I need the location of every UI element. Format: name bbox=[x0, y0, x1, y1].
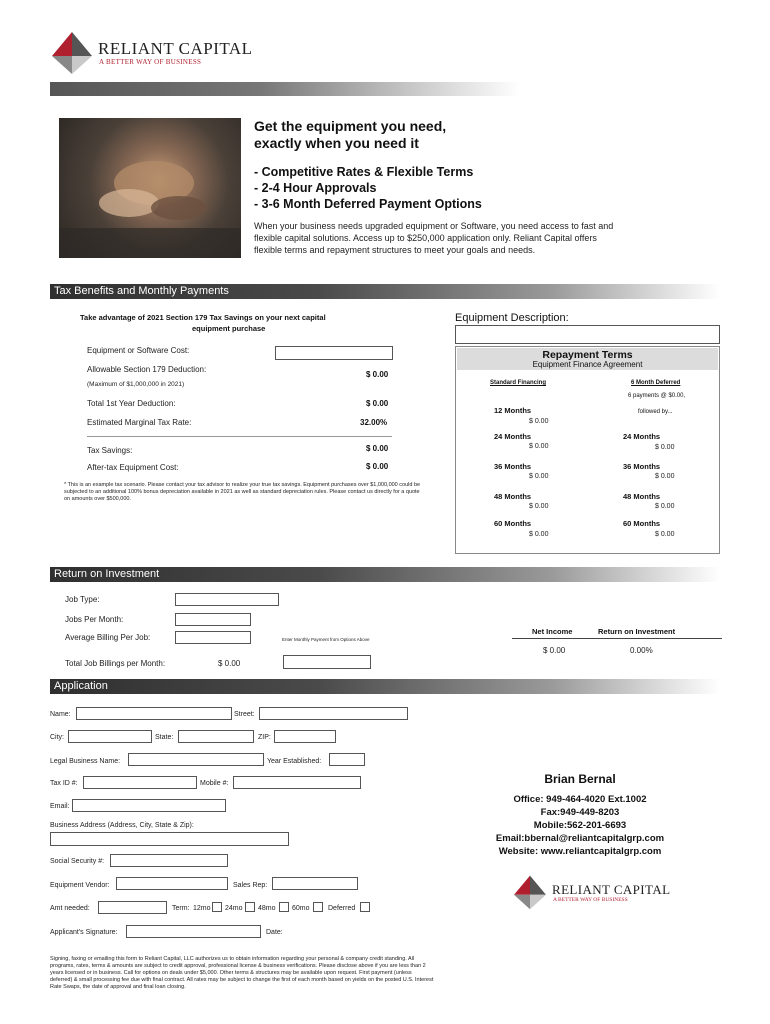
year-established-label: Year Established: bbox=[267, 758, 322, 765]
logo-name-footer: RELIANT CAPITAL bbox=[552, 882, 671, 897]
tax-disclaimer: * This is an example tax scenario. Please contact your tax advisor to realize your true tax savings. Equipment purchases over $1,000,000 could be subjected to an additional 100% bonus depreciation available in 2021 as well as standard depreciation rules. Please contact us directly for a quote on amounts over $500,000. bbox=[64, 482, 421, 502]
company-logo bbox=[50, 30, 253, 75]
term-checkbox-48mo[interactable] bbox=[279, 902, 289, 912]
deferred-term: 36 Months bbox=[623, 462, 661, 471]
state-label: State: bbox=[155, 734, 174, 741]
after-tax-cost-label: After-tax Equipment Cost: bbox=[87, 463, 179, 472]
deferred-amount: $ 0.00 bbox=[655, 444, 675, 451]
term-option-48mo: 48mo bbox=[258, 905, 276, 912]
city-label: City: bbox=[50, 734, 64, 741]
monthly-payment-input[interactable] bbox=[283, 628, 383, 636]
header-gradient-bar bbox=[50, 82, 520, 96]
contact-email[interactable]: Email:bbernal@reliantcapitalgrp.com bbox=[495, 833, 665, 844]
business-address-label: Business Address (Address, City, State & Zip): bbox=[50, 822, 194, 829]
repayment-terms-box bbox=[455, 346, 720, 554]
standard-term: 12 Months bbox=[494, 406, 532, 415]
mobile-label: Mobile #: bbox=[200, 780, 229, 787]
business-address-input[interactable] bbox=[50, 832, 289, 846]
after-tax-cost-value: $ 0.00 bbox=[366, 462, 389, 471]
roi-value: 0.00% bbox=[630, 646, 653, 655]
standard-term: 24 Months bbox=[494, 432, 532, 441]
deferred-note-2: followed by... bbox=[638, 409, 673, 415]
term-checkbox-12mo[interactable] bbox=[212, 902, 222, 912]
email-input[interactable] bbox=[72, 799, 226, 812]
repayment-title: Repayment Terms bbox=[542, 349, 633, 361]
logo-mark-icon bbox=[50, 30, 94, 75]
street-label: Street: bbox=[234, 711, 255, 718]
hero-photo bbox=[59, 118, 241, 258]
contact-mobile: Mobile:562-201-6693 bbox=[533, 820, 627, 831]
deferred-amount: $ 0.00 bbox=[655, 473, 675, 480]
equipment-cost-input[interactable] bbox=[275, 346, 393, 360]
col-6-month-deferred: 6 Month Deferred bbox=[631, 380, 681, 386]
net-income-label: Net Income bbox=[532, 627, 573, 636]
term-checkbox-deferred[interactable] bbox=[360, 902, 370, 912]
term-option-deferred: Deferred bbox=[328, 905, 356, 912]
standard-amount: $ 0.00 bbox=[529, 473, 549, 480]
vendor-label: Equipment Vendor: bbox=[50, 882, 110, 889]
average-billing-input[interactable] bbox=[175, 631, 251, 644]
term-option-12mo: 12mo bbox=[193, 905, 211, 912]
hero-headline-1: Get the equipment you need, bbox=[254, 118, 447, 134]
year-established-input[interactable] bbox=[329, 753, 365, 766]
ssn-label: Social Security #: bbox=[50, 858, 105, 865]
email-label: Email: bbox=[50, 803, 70, 810]
first-year-deduction-value: $ 0.00 bbox=[366, 399, 389, 408]
standard-amount: $ 0.00 bbox=[529, 443, 549, 450]
hero-bullet: - 3-6 Month Deferred Payment Options bbox=[254, 197, 482, 211]
total-billings-input[interactable] bbox=[283, 655, 371, 669]
term-checkbox-60mo[interactable] bbox=[313, 902, 323, 912]
standard-amount: $ 0.00 bbox=[529, 418, 549, 425]
first-year-deduction-label: Total 1st Year Deduction: bbox=[87, 399, 176, 408]
allowable-deduction-value: $ 0.00 bbox=[366, 370, 389, 379]
job-type-label: Job Type: bbox=[65, 595, 100, 604]
contact-fax: Fax:949-449-8203 bbox=[540, 807, 620, 818]
equipment-description-label: Equipment Description: bbox=[455, 312, 569, 324]
tax-heading-2: equipment purchase bbox=[192, 324, 266, 333]
standard-term: 36 Months bbox=[494, 462, 532, 471]
total-billings-value: $ 0.00 bbox=[218, 659, 241, 668]
total-billings-label: Total Job Billings per Month: bbox=[65, 659, 166, 668]
zip-label: ZIP: bbox=[258, 734, 271, 741]
hero-bullet: - Competitive Rates & Flexible Terms bbox=[254, 165, 474, 179]
allowable-deduction-label: Allowable Section 179 Deduction: bbox=[87, 365, 207, 374]
ssn-input[interactable] bbox=[110, 854, 228, 867]
contact-name: Brian Bernal bbox=[544, 772, 616, 786]
logo-name: RELIANT CAPITAL bbox=[98, 39, 253, 58]
term-label: Term: bbox=[172, 905, 190, 912]
job-type-input[interactable] bbox=[175, 593, 279, 606]
sales-rep-input[interactable] bbox=[272, 877, 358, 890]
standard-term: 48 Months bbox=[494, 492, 532, 501]
logo-tagline-footer: A BETTER WAY OF BUSINESS bbox=[553, 897, 628, 903]
tax-heading-1: Take advantage of 2021 Section 179 Tax Savings on your next capital bbox=[80, 313, 326, 322]
section-tax-benefits: Tax Benefits and Monthly Payments bbox=[50, 284, 720, 299]
signature-input[interactable] bbox=[126, 925, 261, 938]
company-logo-footer bbox=[512, 874, 672, 910]
section-application: Application bbox=[50, 679, 720, 694]
marginal-tax-rate-value: 32.00% bbox=[360, 418, 388, 427]
equipment-description-input[interactable] bbox=[455, 325, 720, 344]
signature-label: Applicant's Signature: bbox=[50, 929, 118, 936]
contact-office: Office: 949-464-4020 Ext.1002 bbox=[513, 794, 647, 805]
standard-amount: $ 0.00 bbox=[529, 531, 549, 538]
standard-amount: $ 0.00 bbox=[529, 503, 549, 510]
hero-bullet: - 2-4 Hour Approvals bbox=[254, 181, 377, 195]
deferred-amount: $ 0.00 bbox=[655, 531, 675, 538]
net-income-value: $ 0.00 bbox=[543, 646, 566, 655]
term-option-60mo: 60mo bbox=[292, 905, 310, 912]
amt-needed-input[interactable] bbox=[98, 901, 167, 914]
deferred-amount: $ 0.00 bbox=[655, 503, 675, 510]
standard-term: 60 Months bbox=[494, 519, 532, 528]
roi-divider bbox=[512, 638, 722, 639]
contact-website[interactable]: Website: www.reliantcapitalgrp.com bbox=[498, 846, 662, 857]
section-return-on-investment: Return on Investment bbox=[50, 567, 720, 582]
logo-tagline: A BETTER WAY OF BUSINESS bbox=[99, 58, 202, 66]
deferred-term: 60 Months bbox=[623, 519, 661, 528]
jobs-per-month-input[interactable] bbox=[175, 613, 251, 626]
monthly-payment-hint: Enter Monthly Payment from Options Above bbox=[282, 637, 370, 642]
name-input[interactable] bbox=[76, 707, 232, 720]
average-billing-label: Average Billing Per Job: bbox=[65, 633, 151, 642]
maximum-note: (Maximum of $1,000,000 in 2021) bbox=[87, 381, 185, 388]
legal-name-label: Legal Business Name: bbox=[50, 758, 121, 765]
roi-label: Return on Investment bbox=[598, 627, 676, 636]
tax-id-input[interactable] bbox=[83, 776, 197, 789]
logo-mark-icon bbox=[512, 874, 548, 910]
deferred-note-1: 6 payments @ $0.00, bbox=[628, 393, 686, 399]
repayment-subtitle: Equipment Finance Agreement bbox=[532, 360, 643, 369]
hero-headline-2: exactly when you need it bbox=[254, 135, 419, 151]
col-standard-financing: Standard Financing bbox=[490, 380, 547, 386]
amt-needed-label: Amt needed: bbox=[50, 905, 90, 912]
marginal-tax-rate-label: Estimated Marginal Tax Rate: bbox=[87, 418, 192, 427]
equipment-cost-label: Equipment or Software Cost: bbox=[87, 346, 190, 355]
legal-name-input[interactable] bbox=[128, 753, 264, 766]
jobs-per-month-label: Jobs Per Month: bbox=[65, 615, 124, 624]
term-checkbox-24mo[interactable] bbox=[245, 902, 255, 912]
date-label: Date: bbox=[266, 929, 283, 936]
tax-savings-value: $ 0.00 bbox=[366, 444, 389, 453]
vendor-input[interactable] bbox=[116, 877, 228, 890]
deferred-term: 24 Months bbox=[623, 432, 661, 441]
deferred-term: 48 Months bbox=[623, 492, 661, 501]
mobile-input[interactable] bbox=[233, 776, 361, 789]
zip-input[interactable] bbox=[274, 730, 336, 743]
tax-savings-label: Tax Savings: bbox=[87, 446, 133, 455]
sales-rep-label: Sales Rep: bbox=[233, 882, 268, 889]
term-option-24mo: 24mo bbox=[225, 905, 243, 912]
tax-divider bbox=[87, 436, 392, 437]
name-label: Name: bbox=[50, 711, 71, 718]
hero-intro: When your business needs upgraded equipment or Software, you need access to fast and flexible capital solutions. Access up to $250,000 application only. Reliant Capital offers flexible terms and repayment structures to meet your goals and needs. bbox=[254, 221, 614, 255]
legal-disclaimer: Signing, faxing or emailing this form to Reliant Capital, LLC authorizes us to obtain information regarding your personal & company credit standing. All programs, rates, terms & amounts are subject to credit approval, professional license & business verifications. Please disclose above if you are less than 2 years licensed or in business. Call for options on deals under $5,000. Other terms & structures may be available upon request. First payment (unless deferred) & small processing fee due with final contract. All rates may be subject to change the first of each month based on yields on the posted U.S. Interest Rate Swaps, the date of approval and final loan closing. bbox=[50, 956, 434, 990]
city-input[interactable] bbox=[68, 730, 152, 743]
state-input[interactable] bbox=[178, 730, 254, 743]
tax-id-label: Tax ID #: bbox=[50, 780, 78, 787]
street-input[interactable] bbox=[259, 707, 408, 720]
